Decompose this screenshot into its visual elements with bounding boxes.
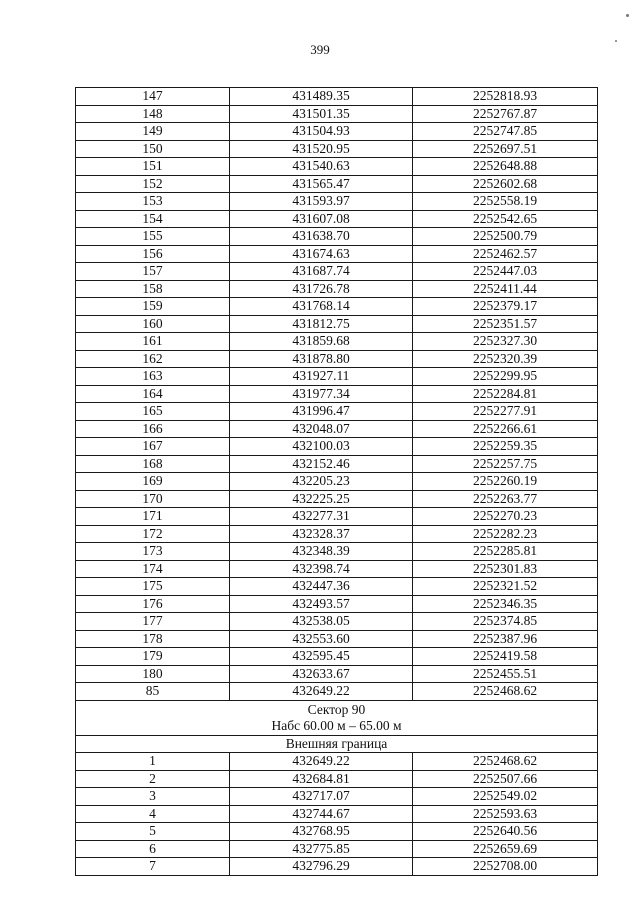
point-number: 176 xyxy=(76,595,230,613)
point-number: 169 xyxy=(76,473,230,491)
table-row xyxy=(76,823,598,841)
x-coordinate: 432744.67 xyxy=(230,805,413,823)
x-coordinate: 432717.07 xyxy=(230,788,413,806)
table-row xyxy=(76,228,598,246)
x-coordinate: 432398.74 xyxy=(230,560,413,578)
scan-speck xyxy=(615,40,617,42)
point-number: 153 xyxy=(76,193,230,211)
top-rows xyxy=(76,88,598,701)
table-row xyxy=(76,350,598,368)
y-coordinate: 2252387.96 xyxy=(413,630,598,648)
point-number: 85 xyxy=(76,683,230,701)
point-number: 166 xyxy=(76,420,230,438)
table-row xyxy=(76,175,598,193)
table-row xyxy=(76,88,598,106)
x-coordinate: 432796.29 xyxy=(230,858,413,876)
point-number: 158 xyxy=(76,280,230,298)
y-coordinate: 2252697.51 xyxy=(413,140,598,158)
y-coordinate: 2252468.62 xyxy=(413,753,598,771)
point-number: 178 xyxy=(76,630,230,648)
x-coordinate: 432768.95 xyxy=(230,823,413,841)
table-row xyxy=(76,525,598,543)
table-row xyxy=(76,753,598,771)
x-coordinate: 432649.22 xyxy=(230,683,413,701)
x-coordinate: 432328.37 xyxy=(230,525,413,543)
x-coordinate: 431565.47 xyxy=(230,175,413,193)
x-coordinate: 432684.81 xyxy=(230,770,413,788)
table-row xyxy=(76,455,598,473)
y-coordinate: 2252447.03 xyxy=(413,263,598,281)
y-coordinate: 2252257.75 xyxy=(413,455,598,473)
y-coordinate: 2252419.58 xyxy=(413,648,598,666)
table-row xyxy=(76,105,598,123)
point-number: 164 xyxy=(76,385,230,403)
table-row xyxy=(76,560,598,578)
table-row xyxy=(76,315,598,333)
point-number: 148 xyxy=(76,105,230,123)
x-coordinate: 432775.85 xyxy=(230,840,413,858)
y-coordinate: 2252379.17 xyxy=(413,298,598,316)
x-coordinate: 431489.35 xyxy=(230,88,413,106)
y-coordinate: 2252455.51 xyxy=(413,665,598,683)
x-coordinate: 431540.63 xyxy=(230,158,413,176)
point-number: 149 xyxy=(76,123,230,141)
x-coordinate: 431977.34 xyxy=(230,385,413,403)
boundary-row xyxy=(76,735,598,753)
sector-title-row xyxy=(76,700,598,735)
x-coordinate: 432633.67 xyxy=(230,665,413,683)
y-coordinate: 2252266.61 xyxy=(413,420,598,438)
y-coordinate: 2252320.39 xyxy=(413,350,598,368)
y-coordinate: 2252260.19 xyxy=(413,473,598,491)
table-row xyxy=(76,508,598,526)
table-row xyxy=(76,665,598,683)
bottom-rows xyxy=(76,753,598,876)
x-coordinate: 432447.36 xyxy=(230,578,413,596)
table-row xyxy=(76,245,598,263)
table-row xyxy=(76,788,598,806)
x-coordinate: 432048.07 xyxy=(230,420,413,438)
y-coordinate: 2252284.81 xyxy=(413,385,598,403)
y-coordinate: 2252708.00 xyxy=(413,858,598,876)
x-coordinate: 432225.25 xyxy=(230,490,413,508)
x-coordinate: 432493.57 xyxy=(230,595,413,613)
table-row xyxy=(76,805,598,823)
y-coordinate: 2252640.56 xyxy=(413,823,598,841)
table-row xyxy=(76,595,598,613)
coordinates-table xyxy=(75,87,598,876)
point-number: 147 xyxy=(76,88,230,106)
x-coordinate: 431520.95 xyxy=(230,140,413,158)
x-coordinate: 432649.22 xyxy=(230,753,413,771)
x-coordinate: 432277.31 xyxy=(230,508,413,526)
point-number: 152 xyxy=(76,175,230,193)
point-number: 6 xyxy=(76,840,230,858)
y-coordinate: 2252277.91 xyxy=(413,403,598,421)
y-coordinate: 2252351.57 xyxy=(413,315,598,333)
y-coordinate: 2252282.23 xyxy=(413,525,598,543)
y-coordinate: 2252593.63 xyxy=(413,805,598,823)
y-coordinate: 2252507.66 xyxy=(413,770,598,788)
sector-title-cell xyxy=(76,700,598,735)
x-coordinate: 431638.70 xyxy=(230,228,413,246)
y-coordinate: 2252767.87 xyxy=(413,105,598,123)
x-coordinate: 431859.68 xyxy=(230,333,413,351)
point-number: 165 xyxy=(76,403,230,421)
point-number: 167 xyxy=(76,438,230,456)
x-coordinate: 431927.11 xyxy=(230,368,413,386)
point-number: 163 xyxy=(76,368,230,386)
table-row xyxy=(76,210,598,228)
x-coordinate: 431812.75 xyxy=(230,315,413,333)
sector-height-range: Набс 60.00 м – 65.00 м xyxy=(271,717,402,733)
table-row xyxy=(76,280,598,298)
y-coordinate: 2252747.85 xyxy=(413,123,598,141)
x-coordinate: 431726.78 xyxy=(230,280,413,298)
y-coordinate: 2252301.83 xyxy=(413,560,598,578)
y-coordinate: 2252558.19 xyxy=(413,193,598,211)
x-coordinate: 432538.05 xyxy=(230,613,413,631)
page-number: 399 xyxy=(310,42,330,57)
x-coordinate: 431593.97 xyxy=(230,193,413,211)
y-coordinate: 2252648.88 xyxy=(413,158,598,176)
table-row xyxy=(76,613,598,631)
table-row xyxy=(76,770,598,788)
x-coordinate: 431501.35 xyxy=(230,105,413,123)
table-row xyxy=(76,123,598,141)
boundary-label: Внешняя граница xyxy=(76,735,598,753)
point-number: 171 xyxy=(76,508,230,526)
x-coordinate: 432100.03 xyxy=(230,438,413,456)
y-coordinate: 2252374.85 xyxy=(413,613,598,631)
x-coordinate: 432553.60 xyxy=(230,630,413,648)
table-row xyxy=(76,438,598,456)
x-coordinate: 431768.14 xyxy=(230,298,413,316)
point-number: 177 xyxy=(76,613,230,631)
point-number: 150 xyxy=(76,140,230,158)
point-number: 2 xyxy=(76,770,230,788)
table-row xyxy=(76,333,598,351)
y-coordinate: 2252549.02 xyxy=(413,788,598,806)
x-coordinate: 432205.23 xyxy=(230,473,413,491)
point-number: 170 xyxy=(76,490,230,508)
y-coordinate: 2252285.81 xyxy=(413,543,598,561)
y-coordinate: 2252263.77 xyxy=(413,490,598,508)
point-number: 172 xyxy=(76,525,230,543)
point-number: 179 xyxy=(76,648,230,666)
x-coordinate: 431674.63 xyxy=(230,245,413,263)
point-number: 154 xyxy=(76,210,230,228)
point-number: 155 xyxy=(76,228,230,246)
sector-header xyxy=(76,700,598,753)
point-number: 4 xyxy=(76,805,230,823)
y-coordinate: 2252411.44 xyxy=(413,280,598,298)
point-number: 174 xyxy=(76,560,230,578)
y-coordinate: 2252462.57 xyxy=(413,245,598,263)
x-coordinate: 431878.80 xyxy=(230,350,413,368)
y-coordinate: 2252346.35 xyxy=(413,595,598,613)
point-number: 7 xyxy=(76,858,230,876)
table-row xyxy=(76,263,598,281)
y-coordinate: 2252602.68 xyxy=(413,175,598,193)
table-row xyxy=(76,140,598,158)
table-row xyxy=(76,543,598,561)
x-coordinate: 431607.08 xyxy=(230,210,413,228)
y-coordinate: 2252299.95 xyxy=(413,368,598,386)
x-coordinate: 431504.93 xyxy=(230,123,413,141)
point-number: 160 xyxy=(76,315,230,333)
point-number: 175 xyxy=(76,578,230,596)
point-number: 156 xyxy=(76,245,230,263)
table-row xyxy=(76,630,598,648)
y-coordinate: 2252500.79 xyxy=(413,228,598,246)
table-row xyxy=(76,648,598,666)
point-number: 3 xyxy=(76,788,230,806)
x-coordinate: 431687.74 xyxy=(230,263,413,281)
point-number: 173 xyxy=(76,543,230,561)
x-coordinate: 432152.46 xyxy=(230,455,413,473)
point-number: 159 xyxy=(76,298,230,316)
scan-speck xyxy=(626,14,629,17)
table-row xyxy=(76,858,598,876)
point-number: 157 xyxy=(76,263,230,281)
point-number: 151 xyxy=(76,158,230,176)
sector-title: Сектор 90 xyxy=(307,701,366,717)
table-row xyxy=(76,490,598,508)
y-coordinate: 2252542.65 xyxy=(413,210,598,228)
point-number: 162 xyxy=(76,350,230,368)
table-row xyxy=(76,403,598,421)
y-coordinate: 2252659.69 xyxy=(413,840,598,858)
point-number: 161 xyxy=(76,333,230,351)
table-row xyxy=(76,473,598,491)
y-coordinate: 2252259.35 xyxy=(413,438,598,456)
y-coordinate: 2252468.62 xyxy=(413,683,598,701)
x-coordinate: 431996.47 xyxy=(230,403,413,421)
point-number: 168 xyxy=(76,455,230,473)
table-row xyxy=(76,385,598,403)
table-row xyxy=(76,193,598,211)
table-row xyxy=(76,578,598,596)
point-number: 1 xyxy=(76,753,230,771)
point-number: 5 xyxy=(76,823,230,841)
table-row xyxy=(76,368,598,386)
table-row xyxy=(76,683,598,701)
x-coordinate: 432595.45 xyxy=(230,648,413,666)
y-coordinate: 2252270.23 xyxy=(413,508,598,526)
point-number: 180 xyxy=(76,665,230,683)
table-row xyxy=(76,840,598,858)
table-row xyxy=(76,298,598,316)
y-coordinate: 2252321.52 xyxy=(413,578,598,596)
x-coordinate: 432348.39 xyxy=(230,543,413,561)
y-coordinate: 2252327.30 xyxy=(413,333,598,351)
table-row xyxy=(76,158,598,176)
y-coordinate: 2252818.93 xyxy=(413,88,598,106)
table-row xyxy=(76,420,598,438)
